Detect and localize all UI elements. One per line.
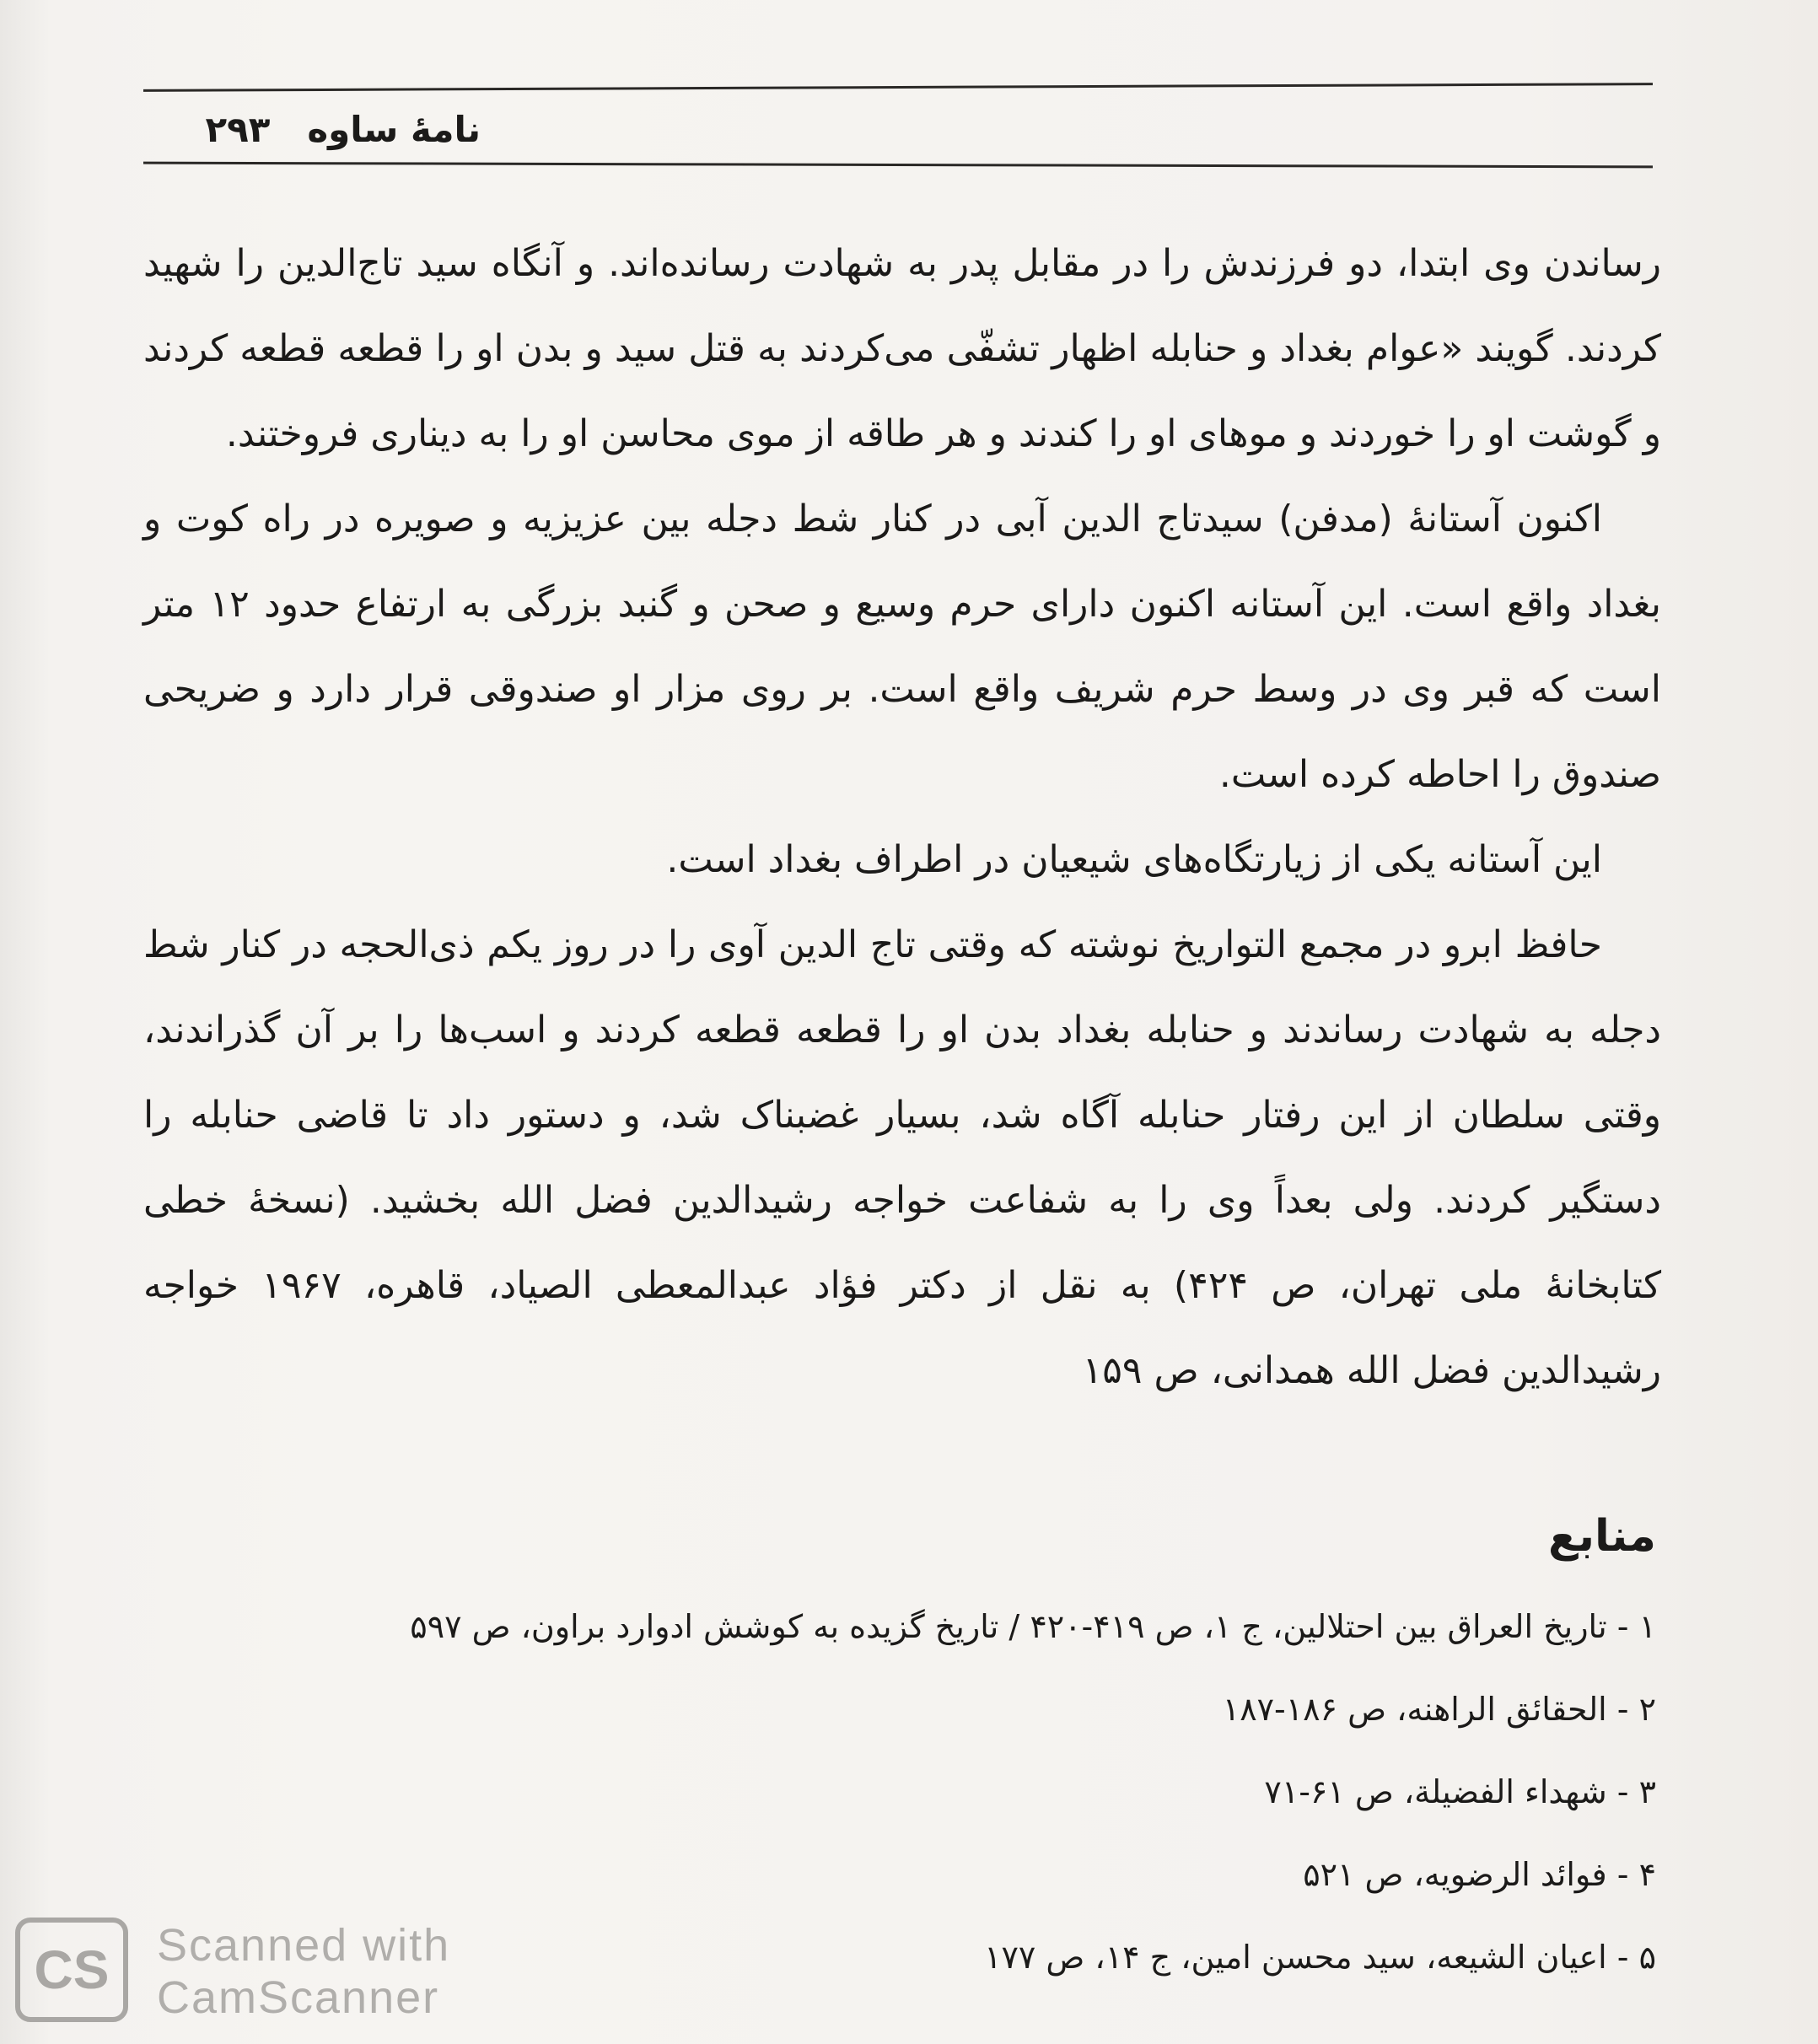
body-text bbox=[143, 221, 1661, 1413]
source-item: ۱ - تاریخ العراق بین احتلالین، ج ۱، ص ۴۱۹-۴۲۰ / تاریخ گزیده به کوشش ادوارد براون، ص ۵۹۷ bbox=[410, 1608, 1656, 1645]
paragraph: اکنون آستانهٔ (مدفن) سیدتاج الدین آبی در کنار شط دجله بین عزیزیه و صویره در راه کوت و بغداد واقع است. این آستانه اکنون دارای حرم وسیع و صحن و گنبد بزرگی به ارتفاع حدود ۱۲ متر است که قبر وی در وسط حرم شریف واقع است. بر روی مزار او صندوقی قرار دارد و ضریحی صندوق را احاطه کرده است. bbox=[143, 498, 1662, 796]
source-item: ۴ - فوائد الرضویه، ص ۵۲۱ bbox=[1303, 1856, 1656, 1893]
source-item: ۵ - اعیان الشیعه، سید محسن امین، ج ۱۴، ص ۱۷۷ bbox=[984, 1939, 1656, 1976]
camscanner-logo-icon: CS bbox=[15, 1918, 128, 2022]
running-header bbox=[143, 108, 481, 152]
paragraph: حافظ ابرو در مجمع التواریخ نوشته که وقتی تاج الدین آوی را در روز یکم ذی‌الحجه در کنار شط دجله به شهادت رساندند و حنابله بغداد بدن او را قطعه قطعه کردند و اسب‌ها را بر آن گذراندند، وقتی سلطان از این رفتار حنابله آگاه شد، بسیار غضبناک شد، و دستور داد تا قاضی حنابله را دستگیر کردند. ولی بعداً وی را به شفاعت خواجه رشیدالدین فضل الله بخشید. (نسخهٔ خطی کتابخانهٔ ملی تهران، ص ۴۲۴) به نقل از دکتر فؤاد عبدالمعطی الصیاد، قاهره، ۱۹۶۷ خواجه رشیدالدین فضل الله همدانی، ص ۱۵۹ bbox=[143, 923, 1662, 1392]
running-header-title: نامهٔ ساوه bbox=[307, 109, 481, 150]
header-bottom-rule bbox=[143, 162, 1653, 169]
watermark-line-2: CamScanner bbox=[157, 1972, 440, 2023]
source-item: ۳ - شهداء الفضیلة، ص ۶۱-۷۱ bbox=[1264, 1773, 1656, 1810]
source-item: ۲ - الحقائق الراهنه، ص ۱۸۶-۱۸۷ bbox=[1222, 1691, 1656, 1728]
watermark-line-1: Scanned with bbox=[157, 1920, 451, 1971]
page-number: ۲۹۳ bbox=[205, 109, 271, 150]
header-top-rule bbox=[143, 83, 1653, 92]
paragraph: رساندن وی ابتدا، دو فرزندش را در مقابل پدر به شهادت رسانده‌اند. و آنگاه سید تاج‌الدین را شهید کردند. گویند «عوام بغداد و حنابله اظهار تشفّی می‌کردند به قتل سید و بدن او را قطعه قطعه کردند و گوشت او را خوردند و موهای او را کندند و هر طاقه از موی محاسن او را به دیناری فروختند. bbox=[143, 242, 1661, 455]
paragraph: این آستانه یکی از زیارتگاه‌های شیعیان در اطراف بغداد است. bbox=[666, 838, 1602, 881]
watermark-text bbox=[157, 1919, 450, 2024]
sources-heading: منابع bbox=[1548, 1511, 1656, 1562]
camscanner-watermark bbox=[15, 1918, 487, 2027]
